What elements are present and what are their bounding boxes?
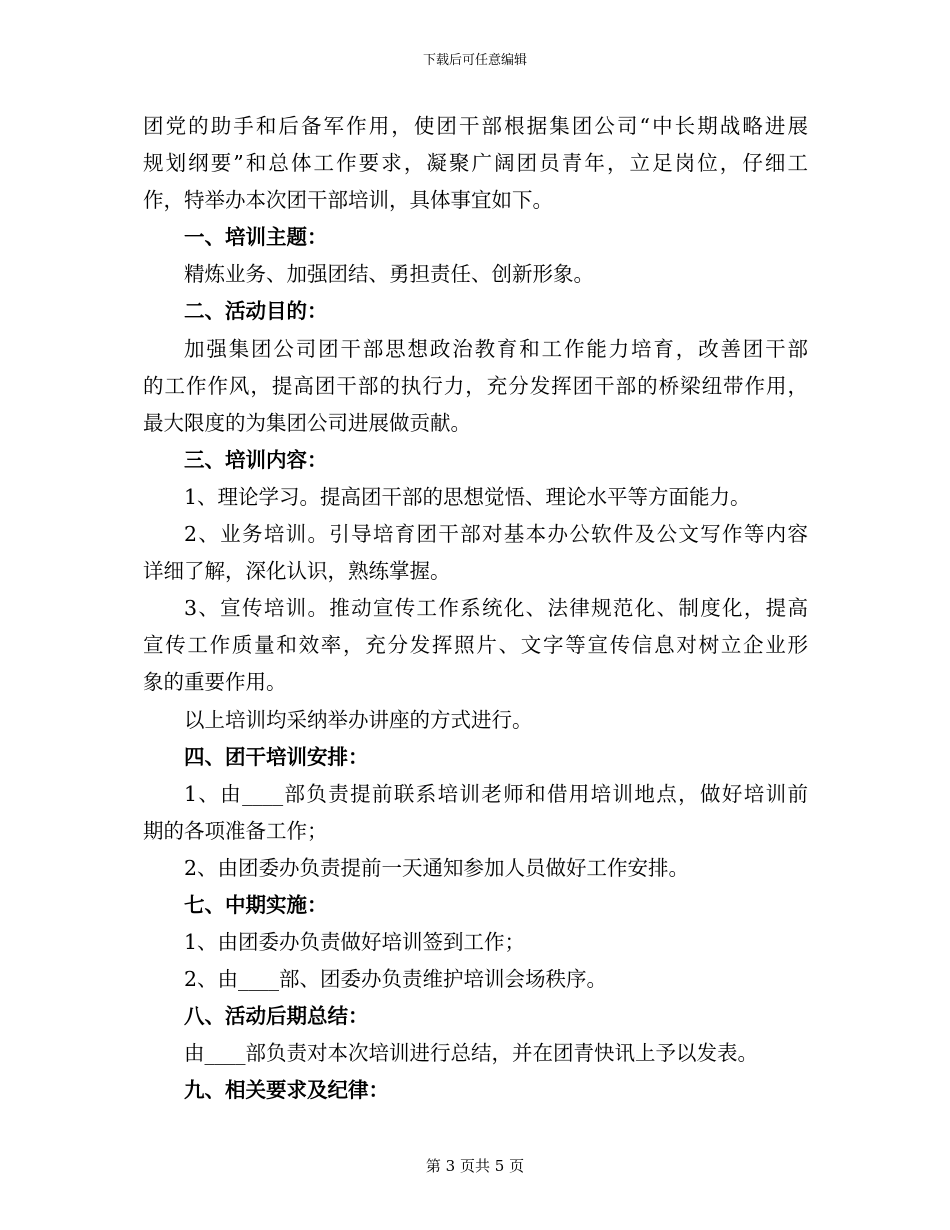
- section-heading: 八、活动后期总结：: [184, 1004, 369, 1029]
- paragraph-line: 2、由____部、团委办负责维护培训会场秩序。: [184, 967, 608, 992]
- paragraph-line: 规划纲要”和总体工作要求，凝聚广阔团员青年，立足岗位，仔细工: [143, 151, 808, 176]
- section-heading: 七、中期实施：: [184, 892, 328, 917]
- paragraph-line: 作，特举办本次团干部培训，具体事宜如下。: [143, 188, 553, 213]
- paragraph-line: 1、由团委办负责做好培训签到工作；: [184, 930, 526, 955]
- paragraph-line: 2、业务培训。引导培育团干部对基本办公软件及公文写作等内容: [184, 522, 808, 547]
- page-footer: 第 3 页共 5 页: [425, 1157, 525, 1175]
- paragraph-line: 1、理论学习。提高团干部的思想觉悟、理论水平等方面能力。: [184, 484, 751, 509]
- paragraph-line: 由____部负责对本次培训进行总结，并在团青快讯上予以发表。: [184, 1041, 758, 1066]
- paragraph-line: 团党的助手和后备军作用，使团干部根据集团公司“中长期战略进展: [143, 114, 808, 138]
- section-heading: 九、相关要求及纪律：: [184, 1078, 389, 1103]
- page-header: 下载后可任意编辑: [422, 53, 527, 68]
- paragraph-line: 加强集团公司团干部思想政治教育和工作能力培育，改善团干部: [184, 336, 808, 361]
- paragraph-line: 3、宣传培训。推动宣传工作系统化、法律规范化、制度化，提高: [184, 596, 808, 621]
- paragraph-line: 期的各项准备工作；: [143, 818, 328, 843]
- paragraph-line: 宣传工作质量和效率，充分发挥照片、文字等宣传信息对树立企业形: [143, 633, 808, 658]
- paragraph-line: 的工作作风，提高团干部的执行力，充分发挥团干部的桥梁纽带作用，: [143, 373, 808, 398]
- section-heading: 一、培训主题：: [184, 225, 328, 250]
- document-body: [143, 108, 808, 1110]
- paragraph-line: 最大限度的为集团公司进展做贡献。: [143, 410, 471, 435]
- paragraph-line: 2、由团委办负责提前一天通知参加人员做好工作安排。: [184, 855, 690, 880]
- paragraph-line: 精炼业务、加强团结、勇担责任、创新形象。: [184, 262, 594, 287]
- paragraph-line: 1、由____部负责提前联系培训老师和借用培训地点，做好培训前: [184, 781, 808, 806]
- section-heading: 二、活动目的：: [184, 299, 328, 324]
- section-heading: 三、培训内容：: [184, 447, 328, 472]
- paragraph-line: 详细了解，深化认识，熟练掌握。: [143, 559, 451, 584]
- section-heading: 四、团干培训安排：: [184, 744, 369, 769]
- paragraph-line: 象的重要作用。: [143, 670, 287, 695]
- paragraph-line: 以上培训均采纳举办讲座的方式进行。: [184, 707, 533, 732]
